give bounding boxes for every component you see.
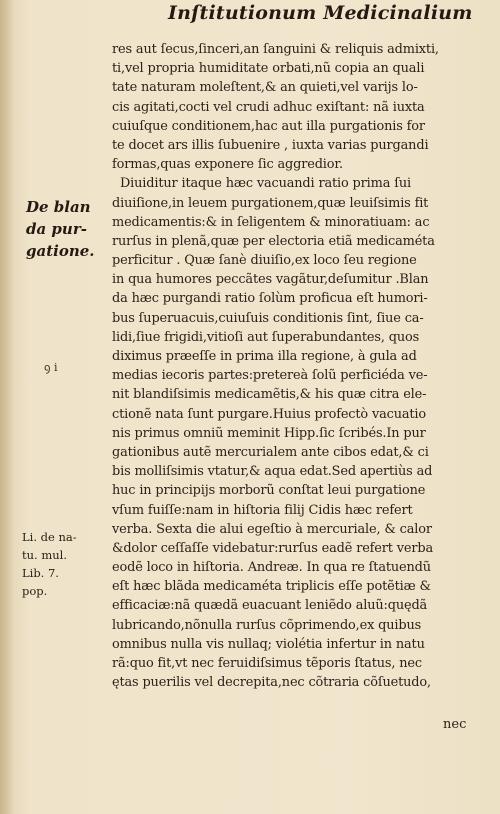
text-line: omnibus nulla vis nullaq; violétia infertur in natu (112, 636, 425, 652)
text-line: cuiuſque conditionem,hac aut illa purgationis for (112, 118, 425, 134)
text-line: medicamentis:& in ſeligentem & minoratiuam: ac (112, 214, 430, 230)
text-line: res aut ſecus,ſinceri,an ſanguini & reliquis admixti, (112, 42, 439, 57)
text-line: ti,vel propria humiditate orbati,nũ copia an quali (112, 61, 425, 77)
text-line: eſt hæc blãda medicaméta triplicis eſſe potẽtiæ & (112, 579, 431, 595)
running-head: Inſtitutionum Medicinalium (168, 2, 473, 24)
margin-reference-line: tu. mul. (22, 548, 67, 562)
margin-reference-line: pop. (22, 584, 48, 598)
margin-mark: ꝯ i (44, 361, 58, 374)
catchword: nec (443, 717, 467, 732)
margin-reference-line: Li. de na- (22, 530, 77, 544)
text-line: eodẽ loco in hiſtoria. Andreæ. In qua re ſtatuendũ (112, 560, 431, 576)
text-line: te docet ars illis ſubuenire , iuxta varias purgandi (112, 137, 429, 153)
margin-note-line: da pur- (26, 220, 87, 238)
text-line: huc in principijs morborũ conſtat leui purgatione (112, 483, 426, 499)
text-line: bus ſuperuacuis,cuiuſuis conditionis ſint, ſiue ca- (112, 310, 424, 326)
text-line: rurſus in plenã,quæ per electoria etiã medicaméta (112, 233, 435, 249)
text-line: vſum fuiſſe:nam in hiſtoria filij Cidis hæc refert (112, 502, 413, 518)
text-line: cis agitati,cocti vel crudi adhuc exiſtant: nã iuxta (112, 99, 425, 115)
text-line: Diuiditur itaque hæc vacuandi ratio prima ſui (120, 176, 411, 192)
text-line: diximus præeſſe in prima illa regione, à gula ad (112, 349, 417, 364)
text-line: gationibus autẽ mercurialem ante cibos edat,& ci (112, 444, 429, 460)
text-line: medias iecoris partes:pretereà ſolũ perficiéda ve- (112, 368, 428, 384)
body-text (112, 40, 488, 692)
margin-note-de-blanda-purgatione (26, 196, 112, 262)
text-line: lubricando,nõnulla rurſus cõprimendo,ex quibus (112, 617, 422, 633)
margin-reference-line: Lib. 7. (22, 566, 59, 580)
text-line: lidi,ſiue frigidi,vitioſi aut ſuperabundantes, quos (112, 329, 420, 345)
text-line: da hæc purgandi ratio ſolùm proficua eſt humori- (112, 291, 428, 307)
text-line: ctionẽ nata ſunt purgare.Huius profectò vacuatio (112, 406, 427, 422)
text-line: rã:quo fit,vt nec feruidiſsimus tẽporis ſtatus, nec (112, 656, 422, 671)
text-line: nit blandiſsimis medicamẽtis,& his quæ citra ele- (112, 387, 427, 403)
text-line: formas,quas exponere ſic aggredior. (112, 157, 343, 173)
text-line: ętas puerilis vel decrepita,nec cõtraria cõſuetudo, (112, 675, 431, 691)
margin-note-line: De blan (26, 198, 91, 216)
margin-reference (22, 528, 112, 600)
text-line: nis primus omniũ meminit Hipp.ſic ſcribés.In pur (112, 425, 426, 441)
text-line: bis molliſsimis vtatur,& aqua edat.Sed apertiùs ad (112, 464, 433, 480)
text-line: &dolor ceſſaſſe videbatur:rurſus eadẽ refert verba (112, 540, 434, 556)
text-line: efficaciæ:nã quædã euacuant leniẽdo aluũ:quędã (112, 598, 428, 614)
text-line: tate naturam moleſtent,& an quieti,vel varijs lo- (112, 80, 418, 96)
text-line: perficitur . Quæ ſanè diuiſio,ex loco ſeu regione (112, 253, 417, 269)
text-line: in qua humores peccãtes vagãtur,deſumitur .Blan (112, 272, 429, 288)
text-line: verba. Sexta die alui egeſtio à mercuriale, & calor (112, 521, 432, 537)
margin-note-line: gatione. (26, 242, 95, 260)
text-line: diuiſione,in leuem purgationem,quæ leuiſsimis fit (112, 195, 429, 211)
page-gutter-shadow (0, 0, 14, 814)
